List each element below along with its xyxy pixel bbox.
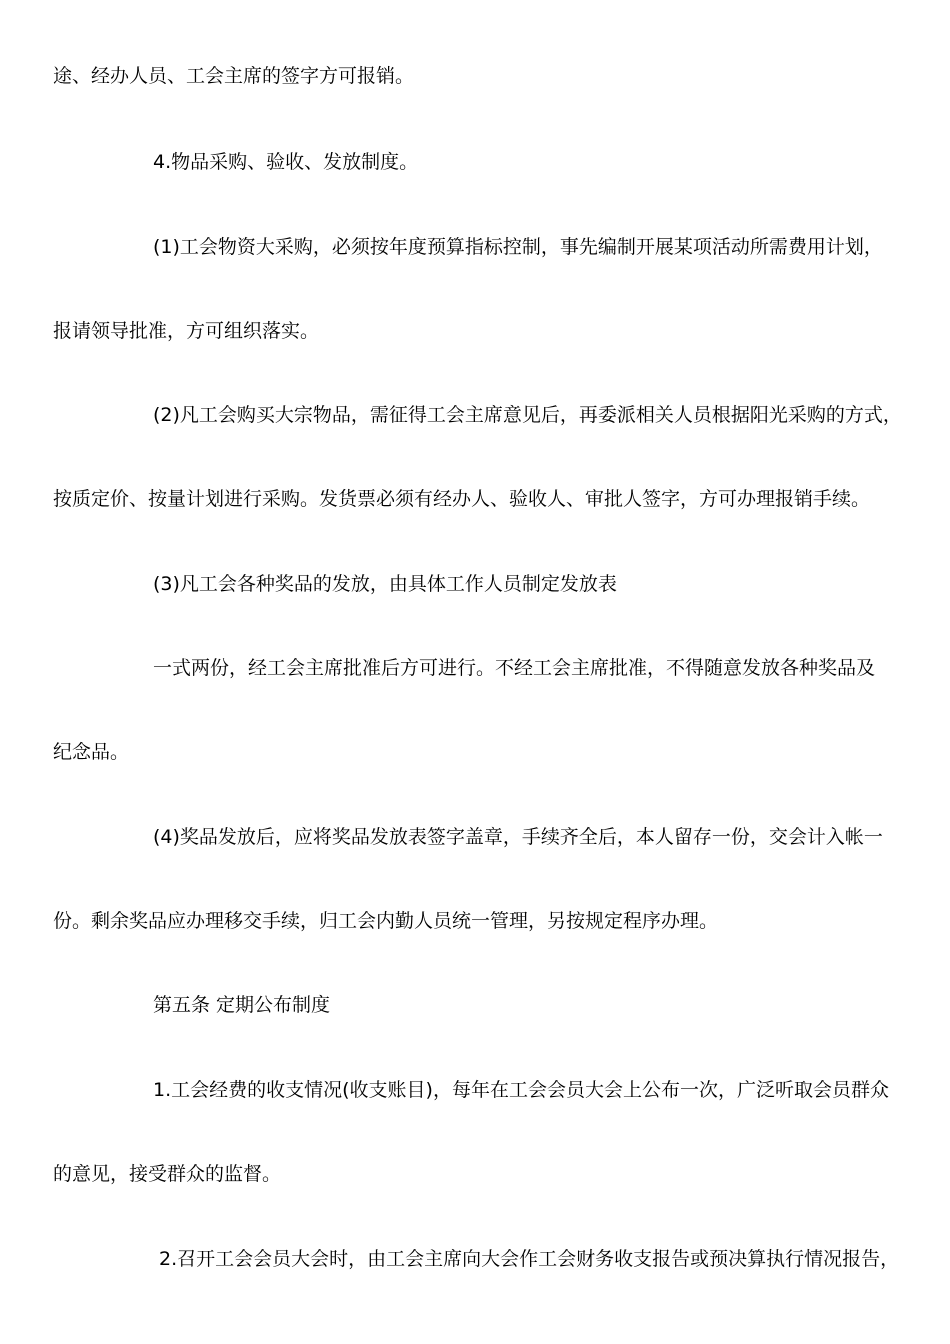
paragraph-line: 报请领导批准，方可组织落实。 bbox=[53, 320, 320, 342]
paragraph-line: 的意见，接受群众的监督。 bbox=[53, 1163, 282, 1185]
section-heading: 4.物品采购、验收、发放制度。 bbox=[153, 151, 419, 173]
paragraph-line: (1)工会物资大采购，必须按年度预算指标控制，事先编制开展某项活动所需费用计划， bbox=[153, 236, 883, 258]
paragraph-line: 份。剩余奖品应办理移交手续，归工会内勤人员统一管理，另按规定程序办理。 bbox=[53, 910, 719, 932]
paragraph-line: 1.工会经费的收支情况(收支账目)，每年在工会会员大会上公布一次，广泛听取会员群众 bbox=[153, 1079, 889, 1101]
paragraph-line: 途、经办人员、工会主席的签字方可报销。 bbox=[53, 65, 415, 87]
paragraph-line: 按质定价、按量计划进行采购。发货票必须有经办人、验收人、审批人签字，方可办理报销手续。 bbox=[53, 488, 871, 510]
paragraph-line: 2.召开工会会员大会时，由工会主席向大会作工会财务收支报告或预决算执行情况报告， bbox=[159, 1248, 900, 1270]
paragraph-line: (4)奖品发放后，应将奖品发放表签字盖章，手续齐全后，本人留存一份，交会计入帐一 bbox=[153, 826, 883, 848]
paragraph-line: (3)凡工会各种奖品的发放，由具体工作人员制定发放表 bbox=[153, 573, 617, 595]
paragraph-line: 纪念品。 bbox=[53, 741, 130, 763]
paragraph-line: 一式两份，经工会主席批准后方可进行。不经工会主席批准，不得随意发放各种奖品及 bbox=[153, 657, 876, 679]
article-heading: 第五条 定期公布制度 bbox=[153, 994, 331, 1016]
paragraph-line: (2)凡工会购买大宗物品，需征得工会主席意见后，再委派相关人员根据阳光采购的方式， bbox=[153, 404, 902, 426]
